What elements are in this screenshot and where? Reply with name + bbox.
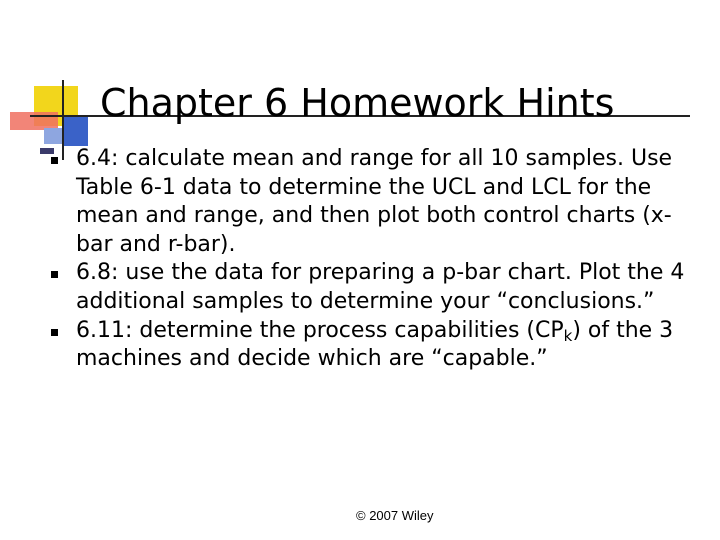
slide-title: Chapter 6 Homework Hints: [100, 81, 615, 125]
bullet-item: [50, 317, 700, 374]
bullet-text: 6.8: use the data for preparing a p-bar chart. Plot the 4 additional samples to determine your “conclusions.”: [76, 260, 685, 314]
bullet-text-after: ) of the 3 machines and decide which are “capable.”: [76, 317, 674, 372]
slide-logo: [0, 0, 100, 160]
bullet-item: [50, 259, 700, 316]
copyright-footer: © 2007 Wiley: [356, 508, 434, 523]
bullet-subscript: k: [563, 326, 573, 345]
square-bullet-icon: [51, 271, 58, 278]
bullet-list: [50, 145, 700, 374]
bullet-item: [50, 145, 700, 259]
bullet-text-before: 6.11: determine the process capabilities (CP: [76, 317, 564, 343]
bullet-text: 6.4: calculate mean and range for all 10 samples. Use Table 6-1 data to determine the UCL and LCL for the mean and range, and then plot both control charts (x-bar and r-bar).: [76, 146, 673, 257]
logo-light-blue-square: [44, 128, 62, 144]
square-bullet-icon: [51, 157, 58, 164]
bullet-text: [76, 318, 673, 372]
logo-blue-square: [62, 116, 88, 146]
square-bullet-icon: [51, 329, 58, 336]
